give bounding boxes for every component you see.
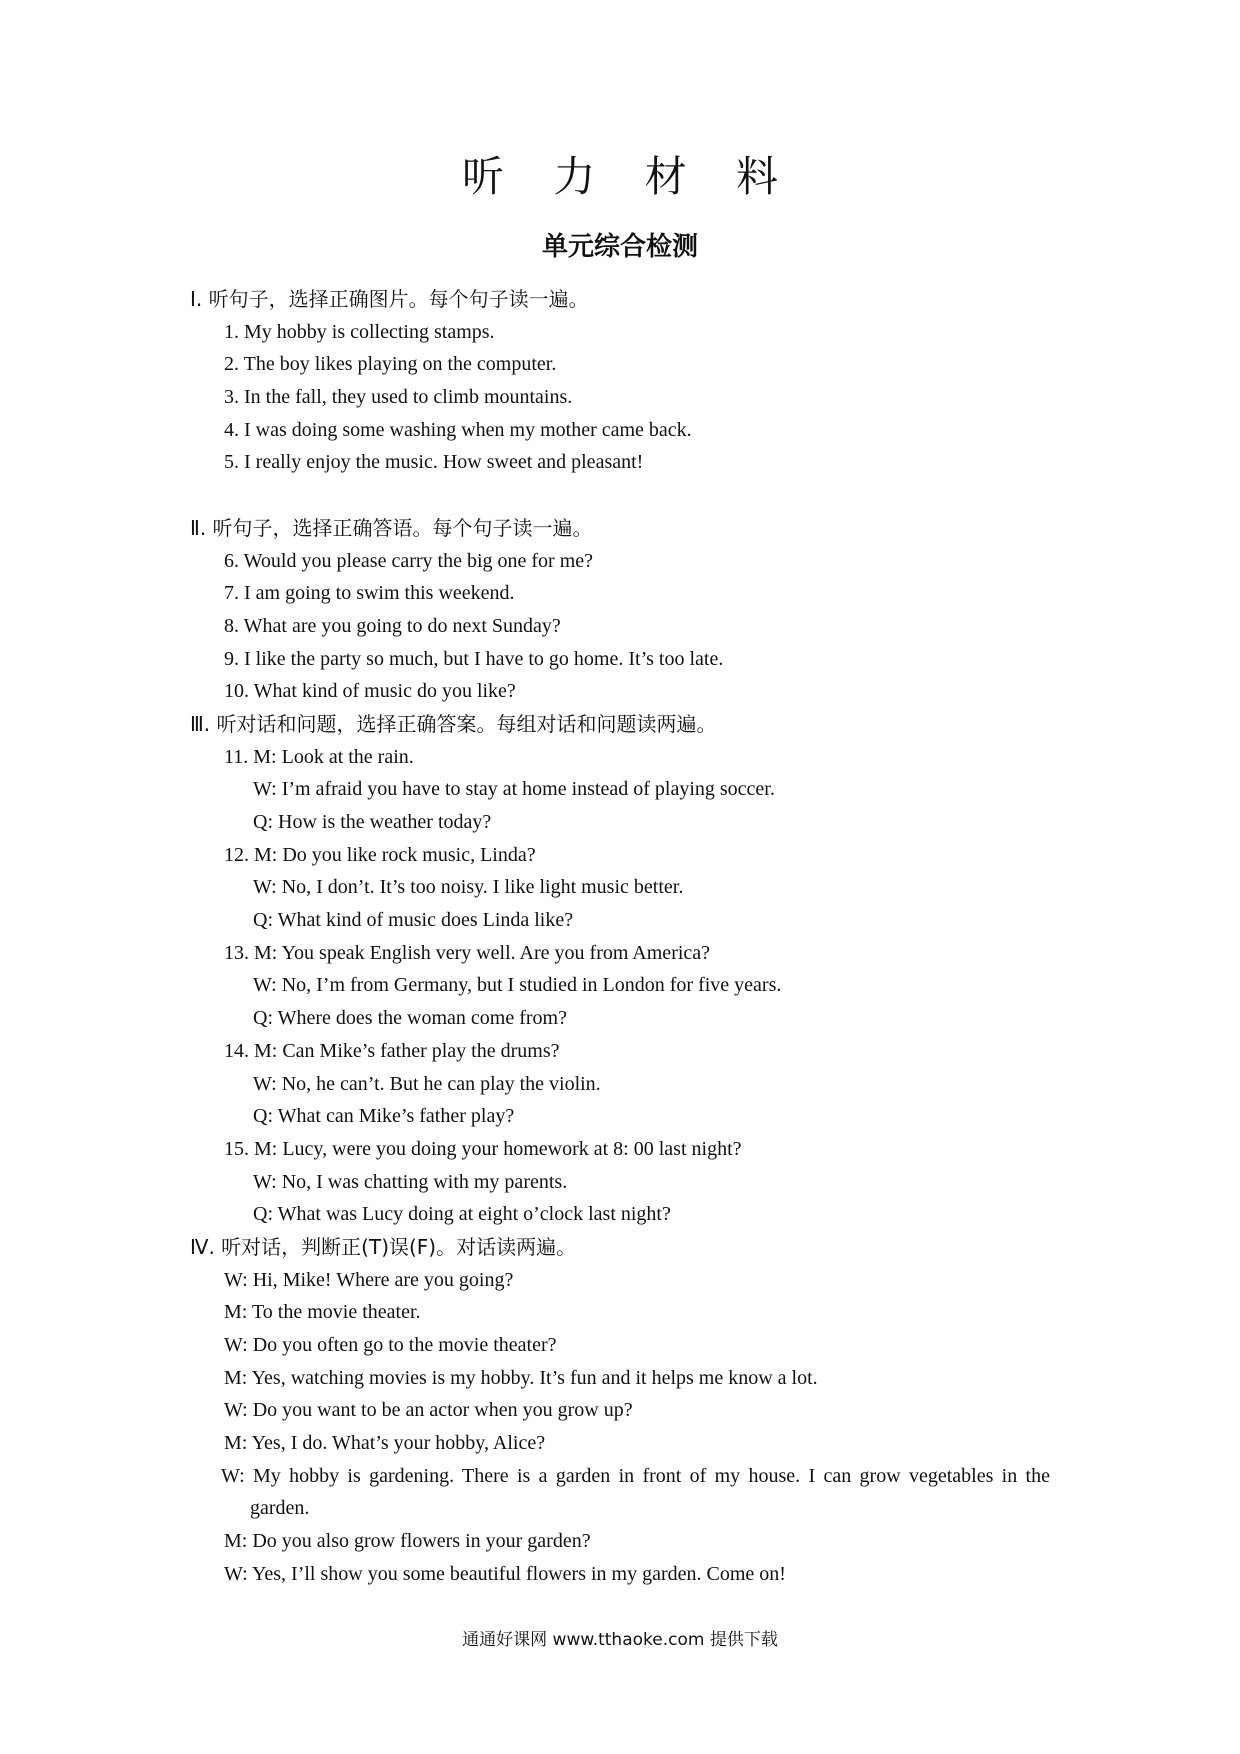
download-footer: 通通好课网 www.tthaoke.com 提供下载 — [462, 1630, 778, 1650]
dialog-13-question: Q: Where does the woman come from? — [253, 1007, 567, 1030]
section-4-heading: Ⅳ. 听对话，判断正(T)误(F)。对话读两遍。 — [190, 1234, 577, 1259]
listening-material — [190, 283, 1070, 1591]
section-gap — [190, 479, 1070, 512]
sentence-4: 4. I was doing some washing when my mother came back. — [224, 418, 692, 441]
dialog-13-man: 13. M: You speak English very well. Are you from America? — [224, 941, 711, 964]
sentence-7: 7. I am going to swim this weekend. — [224, 582, 515, 605]
section-1-heading: Ⅰ. 听句子，选择正确图片。每个句子读一遍。 — [190, 287, 589, 311]
sentence-10: 10. What kind of music do you like? — [224, 680, 516, 703]
sentence-5: 5. I really enjoy the music. How sweet and pleasant! — [224, 451, 644, 474]
conversation-line-2: M: To the movie theater. — [224, 1301, 421, 1324]
conversation-line-6: M: Yes, I do. What’s your hobby, Alice? — [224, 1432, 546, 1455]
dialog-15-question: Q: What was Lucy doing at eight o’clock last night? — [253, 1203, 671, 1226]
conversation-line-3: W: Do you often go to the movie theater? — [224, 1334, 557, 1356]
section-2-heading: Ⅱ. 听句子，选择正确答语。每个句子读一遍。 — [190, 515, 593, 540]
conversation-line-4: M: Yes, watching movies is my hobby. It’s fun and it helps me know a lot. — [224, 1366, 818, 1389]
page-title: 听 力 材 料 — [461, 152, 797, 201]
sentence-8: 8. What are you going to do next Sunday? — [224, 614, 561, 637]
dialog-12-man: 12. M: Do you like rock music, Linda? — [224, 843, 536, 866]
dialog-13-woman: W: No, I’m from Germany, but I studied in London for five years. — [253, 974, 782, 997]
dialog-15-man: 15. M: Lucy, were you doing your homework at 8: 00 last night? — [224, 1137, 742, 1160]
dialog-14-woman: W: No, he can’t. But he can play the violin. — [253, 1072, 601, 1095]
dialog-14-man: 14. M: Can Mike’s father play the drums? — [224, 1039, 560, 1062]
dialog-14-question: Q: What can Mike’s father play? — [253, 1105, 515, 1128]
section-3-heading: Ⅲ. 听对话和问题，选择正确答案。每组对话和问题读两遍。 — [190, 711, 717, 736]
conversation-line-1: W: Hi, Mike! Where are you going? — [224, 1268, 514, 1291]
dialog-11-question: Q: How is the weather today? — [253, 811, 492, 833]
dialog-11-man: 11. M: Look at the rain. — [224, 745, 414, 768]
sentence-9: 9. I like the party so much, but I have to go home. It’s too late. — [224, 647, 724, 670]
page-subtitle: 单元综合检测 — [541, 232, 698, 262]
conversation-line-5: W: Do you want to be an actor when you grow up? — [224, 1399, 633, 1422]
sentence-2: 2. The boy likes playing on the computer. — [224, 353, 557, 376]
sentence-3: 3. In the fall, they used to climb mountains. — [224, 386, 573, 409]
conversation-line-8: M: Do you also grow flowers in your garden? — [224, 1530, 591, 1553]
sentence-6: 6. Would you please carry the big one for me? — [224, 549, 594, 572]
conversation-line-9: W: Yes, I’ll show you some beautiful flowers in my garden. Come on! — [224, 1562, 786, 1585]
dialog-12-question: Q: What kind of music does Linda like? — [253, 909, 574, 932]
dialog-15-woman: W: No, I was chatting with my parents. — [253, 1170, 568, 1193]
sentence-1: 1. My hobby is collecting stamps. — [224, 320, 495, 343]
dialog-12-woman: W: No, I don’t. It’s too noisy. I like light music better. — [253, 876, 684, 899]
conversation-line-7: W: My hobby is gardening. There is a garden in front of my house. I can grow vegetables in the garden. — [221, 1464, 1050, 1520]
dialog-11-woman: W: I’m afraid you have to stay at home instead of playing soccer. — [253, 778, 775, 801]
